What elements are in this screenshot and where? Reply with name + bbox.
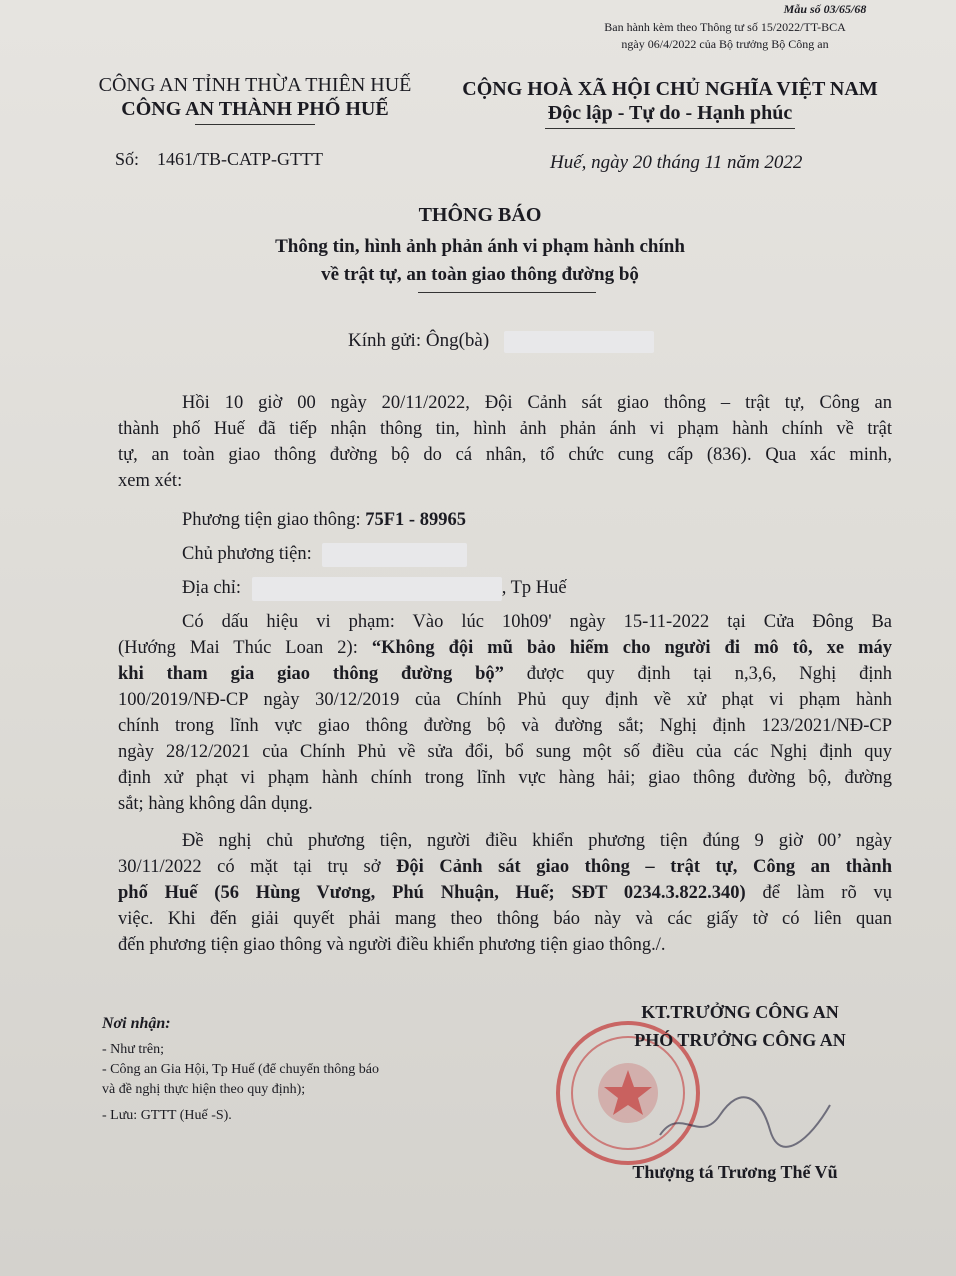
title-underline [418, 292, 596, 293]
violation-line-7: định xử phạt vi phạm hành chính trong lĩnh vực hàng hải; giao thông đường bộ, đường [118, 768, 892, 788]
signature-authority-line2: PHÓ TRƯỞNG CÔNG AN [634, 1030, 846, 1050]
violation-line-5: chính trong lĩnh vực giao thông đường bộ và đường sắt; Nghị định 123/2021/NĐ-CP [118, 716, 892, 736]
violation-line-3 [118, 661, 892, 687]
address-line [182, 575, 892, 601]
issuing-org-line1: CÔNG AN TỈNH THỪA THIÊN HUẾ [98, 74, 412, 96]
national-motto: Độc lập - Tự do - Hạnh phúc [547, 102, 793, 124]
address-city: , Tp Huế [501, 578, 567, 598]
violation-line-4: 100/2019/NĐ-CP ngày 30/12/2019 của Chính Phủ quy định về xử phạt vi phạm hành [118, 690, 892, 710]
violation-line-1: Có dấu hiệu vi phạm: Vào lúc 10h09' ngày 15-11-2022 tại Cửa Đông Ba [182, 612, 892, 632]
signature-authority-line1: KT.TRƯỞNG CÔNG AN [641, 1002, 839, 1022]
redacted-address [252, 577, 502, 601]
document-subtitle-line2: về trật tự, an toàn giao thông đường bộ [321, 264, 639, 285]
vehicle-plate: 75F1 - 89965 [365, 510, 466, 530]
salutation-text: Kính gửi: Ông(bà) [348, 330, 490, 351]
issued-note-line1: Ban hành kèm theo Thông tư số 15/2022/TT-BCA [604, 20, 846, 34]
recipient-item: - Công an Gia Hội, Tp Huế (để chuyển thông báo [102, 1062, 379, 1077]
owner-label: Chủ phương tiện: [182, 544, 312, 564]
form-number: Mẫu số 03/65/68 [783, 2, 867, 16]
document-title: THÔNG BÁO [418, 204, 542, 226]
owner-line [182, 541, 892, 567]
document-subtitle-line1: Thông tin, hình ảnh phản ánh vi phạm hành chính [275, 236, 685, 257]
document-number-label: Số: [115, 149, 140, 169]
org-underline [195, 124, 315, 125]
request-line-3 [118, 880, 892, 906]
intro-line-1: Hồi 10 giờ 00 ngày 20/11/2022, Đội Cảnh sát giao thông – trật tự, Công an [182, 393, 892, 413]
violation-act-part1: “Không đội mũ bảo hiểm cho người đi mô tô, xe máy [371, 638, 893, 658]
request-office-part2: phố Huế (56 Hùng Vương, Phú Nhuận, Huế; SĐT 0234.3.822.340) [118, 883, 746, 903]
national-title: CỘNG HOÀ XÃ HỘI CHỦ NGHĨA VIỆT NAM [462, 78, 878, 100]
address-label: Địa chỉ: [182, 578, 242, 598]
signer-name: Thượng tá Trương Thế Vũ [632, 1162, 838, 1182]
intro-line-3: tự, an toàn giao thông đường bộ do cá nhân, tổ chức cung cấp (836). Qua xác minh, [118, 445, 892, 465]
issued-note-line2: ngày 06/4/2022 của Bộ trưởng Bộ Công an [621, 37, 829, 51]
place-date: Huế, ngày 20 tháng 11 năm 2022 [550, 152, 803, 173]
violation-location: (Hướng Mai Thúc Loan 2): [118, 638, 358, 658]
request-office-part1: Đội Cảnh sát giao thông – trật tự, Công an thành [396, 857, 893, 877]
vehicle-label: Phương tiện giao thông: [182, 510, 361, 530]
document-number [115, 149, 323, 170]
violation-line-8: sắt; hàng không dân dụng. [118, 794, 313, 814]
redacted-name [504, 331, 654, 353]
request-purpose: để làm rõ vụ [762, 883, 892, 903]
violation-regulation: được quy định tại n,3,6, Nghị định [526, 664, 892, 684]
request-date: 30/11/2022 có mặt tại trụ sở [118, 857, 381, 877]
violation-line-6: ngày 28/12/2021 của Chính Phủ về sửa đổi, bổ sung một số điều của các Nghị định quy [118, 742, 892, 762]
motto-underline [545, 128, 795, 129]
request-line-2 [118, 854, 892, 880]
violation-act-part2: khi tham gia giao thông đường bộ” [118, 664, 504, 684]
request-line-1: Đề nghị chủ phương tiện, người điều khiển phương tiện đúng 9 giờ 00’ ngày [182, 831, 892, 851]
handwritten-signature [650, 1085, 840, 1155]
violation-line-2 [118, 635, 892, 661]
document-number-value: 1461/TB-CATP-GTTT [157, 149, 324, 169]
intro-line-4: xem xét: [118, 471, 183, 491]
recipient-item: - Lưu: GTTT (Huế -S). [102, 1108, 232, 1123]
issuing-org-line2: CÔNG AN THÀNH PHỐ HUẾ [121, 98, 389, 120]
intro-line-2: thành phố Huế đã tiếp nhận thông tin, hình ảnh phản ánh vi phạm hành chính về trật [118, 419, 892, 439]
recipient-item: - Như trên; [102, 1042, 165, 1057]
request-line-4: việc. Khi đến giải quyết phải mang theo thông báo này và các giấy tờ có liên quan [118, 909, 892, 929]
request-line-5: đến phương tiện giao thông và người điều khiển phương tiện giao thông./. [118, 935, 666, 955]
vehicle-line [182, 507, 892, 533]
redacted-owner [322, 543, 467, 567]
recipients-title: Nơi nhận: [102, 1015, 171, 1032]
salutation [348, 330, 654, 353]
recipient-item: và đề nghị thực hiện theo quy định); [102, 1082, 306, 1097]
